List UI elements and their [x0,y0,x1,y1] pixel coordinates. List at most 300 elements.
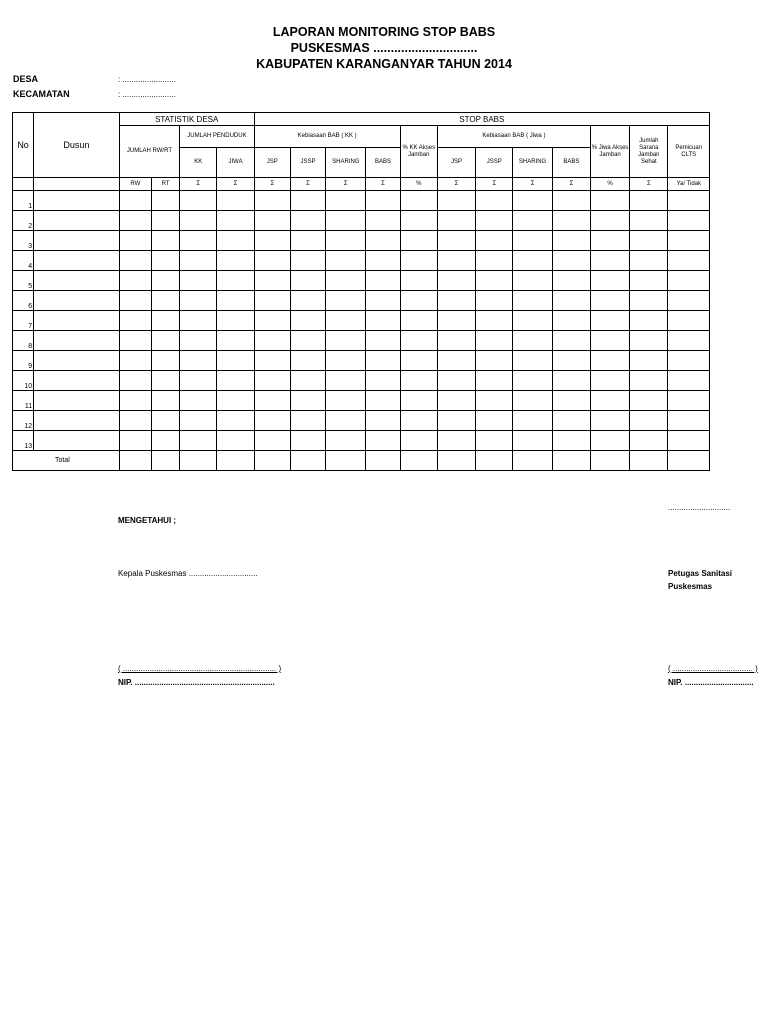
data-cell[interactable] [34,331,120,351]
data-cell[interactable] [290,231,325,251]
petugas-sanitasi-label: Petugas Sanitasi [668,569,733,578]
header-kebiasaan-jiwa: Kebiasaan BAB ( Jiwa ) [437,126,590,148]
data-cell[interactable] [437,411,475,431]
header-pemicuan: Pemicuan CLTS [668,126,710,178]
unit-sigma: Σ [513,178,552,191]
mengetahui-label: MENGETAHUI ; [118,516,177,525]
data-cell[interactable] [366,291,400,311]
data-cell[interactable] [217,431,254,451]
row-number: 9 [13,351,34,371]
data-cell[interactable] [180,351,217,371]
data-cell[interactable] [151,351,179,371]
row-number: 11 [13,391,34,411]
data-cell[interactable] [119,391,151,411]
row-number: 5 [13,271,34,291]
row-number: 6 [13,291,34,311]
data-cell[interactable] [119,251,151,271]
data-cell[interactable] [290,291,325,311]
row-number: 3 [13,231,34,251]
data-cell[interactable] [400,311,437,331]
data-cell[interactable] [590,231,629,251]
data-cell[interactable] [326,191,366,211]
data-cell[interactable] [34,311,120,331]
data-cell[interactable] [180,411,217,431]
unit-sigma: Σ [290,178,325,191]
total-cell[interactable] [552,451,590,471]
kepala-puskesmas-label: Kepala Puskesmas ............................... [118,569,258,578]
data-cell[interactable] [552,391,590,411]
data-cell[interactable] [180,371,217,391]
subheader-kk: KK [180,148,217,178]
data-cell[interactable] [552,211,590,231]
data-cell[interactable] [630,231,668,251]
data-cell[interactable] [476,311,513,331]
kepala-nip: NIP. ............................................................... [118,678,275,687]
data-cell[interactable] [552,271,590,291]
data-cell[interactable] [34,411,120,431]
data-cell[interactable] [476,331,513,351]
data-cell[interactable] [552,331,590,351]
data-cell[interactable] [513,191,552,211]
data-cell[interactable] [437,391,475,411]
total-cell[interactable] [290,451,325,471]
header-kebiasaan-kk: Kebiasaan BAB ( KK ) [254,126,400,148]
data-cell[interactable] [366,271,400,291]
data-cell[interactable] [400,211,437,231]
data-cell[interactable] [590,411,629,431]
data-cell[interactable] [254,431,290,451]
data-cell[interactable] [513,211,552,231]
data-cell[interactable] [34,211,120,231]
data-cell[interactable] [366,331,400,351]
data-cell[interactable] [254,211,290,231]
data-cell[interactable] [590,391,629,411]
data-cell[interactable] [119,231,151,251]
data-cell[interactable] [630,251,668,271]
data-cell[interactable] [400,251,437,271]
header-dusun: Dusun [34,113,120,178]
total-cell[interactable] [437,451,475,471]
data-cell[interactable] [437,191,475,211]
data-cell[interactable] [119,331,151,351]
total-cell[interactable] [180,451,217,471]
header-jumlah-penduduk: JUMLAH PENDUDUK [180,126,255,148]
data-cell[interactable] [254,371,290,391]
data-cell[interactable] [476,251,513,271]
data-cell[interactable] [119,411,151,431]
total-cell[interactable] [668,451,710,471]
data-cell[interactable] [437,251,475,271]
total-cell[interactable] [513,451,552,471]
data-cell[interactable] [590,191,629,211]
total-cell[interactable] [400,451,437,471]
data-cell[interactable] [151,411,179,431]
data-cell[interactable] [366,431,400,451]
data-cell[interactable] [668,311,710,331]
header-stop-babs: STOP BABS [254,113,709,126]
data-cell[interactable] [476,291,513,311]
data-cell[interactable] [668,391,710,411]
total-cell[interactable] [326,451,366,471]
data-cell[interactable] [326,431,366,451]
data-cell[interactable] [119,191,151,211]
data-cell[interactable] [366,391,400,411]
data-cell[interactable] [326,211,366,231]
unit-dusun [34,178,120,191]
unit-sigma: Σ [630,178,668,191]
data-cell[interactable] [151,391,179,411]
data-cell[interactable] [437,211,475,231]
unit-sigma: Σ [366,178,400,191]
data-cell[interactable] [119,431,151,451]
data-cell[interactable] [437,331,475,351]
data-cell[interactable] [151,251,179,271]
data-cell[interactable] [513,251,552,271]
row-number: 8 [13,331,34,351]
data-cell[interactable] [119,211,151,231]
total-cell[interactable] [254,451,290,471]
data-cell[interactable] [34,371,120,391]
data-cell[interactable] [437,291,475,311]
data-cell[interactable] [180,291,217,311]
data-cell[interactable] [326,411,366,431]
data-cell[interactable] [590,291,629,311]
unit-sigma: Σ [254,178,290,191]
data-cell[interactable] [217,231,254,251]
data-cell[interactable] [366,251,400,271]
data-cell[interactable] [668,211,710,231]
data-cell[interactable] [119,371,151,391]
row-number: 10 [13,371,34,391]
data-cell[interactable] [254,251,290,271]
data-cell[interactable] [326,351,366,371]
data-cell[interactable] [400,431,437,451]
data-cell[interactable] [180,311,217,331]
table-row [13,431,710,451]
data-cell[interactable] [119,351,151,371]
data-cell[interactable] [217,331,254,351]
table-row [13,251,710,271]
data-cell[interactable] [668,351,710,371]
data-cell[interactable] [290,411,325,431]
header-pct-jiwa: % Jiwa Akses Jamban [590,126,629,178]
total-cell[interactable] [151,451,179,471]
data-cell[interactable] [34,251,120,271]
data-cell[interactable] [119,271,151,291]
table-row [13,391,710,411]
data-cell[interactable] [476,351,513,371]
data-cell[interactable] [326,311,366,331]
report-title: LAPORAN MONITORING STOP BABS [272,25,496,39]
petugas-puskesmas-label: Puskesmas [668,582,713,591]
data-cell[interactable] [290,351,325,371]
data-cell[interactable] [326,331,366,351]
petugas-nip: NIP. ............................... [668,678,754,687]
data-cell[interactable] [34,231,120,251]
data-cell[interactable] [254,271,290,291]
data-cell[interactable] [217,351,254,371]
data-cell[interactable] [290,431,325,451]
data-cell[interactable] [476,371,513,391]
data-cell[interactable] [254,291,290,311]
data-cell[interactable] [590,271,629,291]
data-cell[interactable] [630,271,668,291]
data-cell[interactable] [151,431,179,451]
table-row [13,231,710,251]
data-cell[interactable] [630,391,668,411]
data-cell[interactable] [476,411,513,431]
row-number: 12 [13,411,34,431]
data-cell[interactable] [437,351,475,371]
data-cell[interactable] [630,291,668,311]
data-cell[interactable] [180,431,217,451]
data-cell[interactable] [630,191,668,211]
header-pct-kk: % KK Akses Jamban [400,126,437,178]
total-cell[interactable] [217,451,254,471]
data-cell[interactable] [668,251,710,271]
data-cell[interactable] [151,331,179,351]
data-cell[interactable] [290,191,325,211]
data-cell[interactable] [34,291,120,311]
total-cell[interactable] [366,451,400,471]
data-cell[interactable] [290,331,325,351]
table-row [13,411,710,431]
data-cell[interactable] [254,411,290,431]
header-jumlah-rwrt: JUMLAH RW/RT [119,126,179,178]
data-cell[interactable] [630,351,668,371]
data-cell[interactable] [151,271,179,291]
data-cell[interactable] [290,251,325,271]
data-cell[interactable] [217,211,254,231]
unit-sigma: Σ [437,178,475,191]
subheader-sharing-jiwa: SHARING [513,148,552,178]
data-cell[interactable] [151,211,179,231]
data-cell[interactable] [254,331,290,351]
data-cell[interactable] [326,251,366,271]
data-cell[interactable] [552,191,590,211]
data-cell[interactable] [552,251,590,271]
data-cell[interactable] [590,211,629,231]
unit-sigma: Σ [552,178,590,191]
data-cell[interactable] [400,411,437,431]
data-cell[interactable] [180,331,217,351]
data-cell[interactable] [513,371,552,391]
data-cell[interactable] [630,371,668,391]
data-cell[interactable] [400,191,437,211]
data-cell[interactable] [630,311,668,331]
data-cell[interactable] [151,371,179,391]
data-cell[interactable] [180,211,217,231]
data-cell[interactable] [326,291,366,311]
data-cell[interactable] [630,331,668,351]
data-cell[interactable] [290,211,325,231]
table-row [13,311,710,331]
data-cell[interactable] [254,391,290,411]
total-label: Total [13,451,120,471]
table-row [13,211,710,231]
data-cell[interactable] [668,371,710,391]
data-cell[interactable] [34,351,120,371]
data-cell[interactable] [552,371,590,391]
data-cell[interactable] [513,291,552,311]
data-cell[interactable] [590,331,629,351]
data-cell[interactable] [590,371,629,391]
data-cell[interactable] [552,431,590,451]
data-cell[interactable] [34,391,120,411]
kecamatan-value: : ........................ [118,90,176,99]
date-line: ............................ [668,503,731,512]
data-cell[interactable] [290,311,325,331]
data-cell[interactable] [326,391,366,411]
data-cell[interactable] [254,351,290,371]
unit-rw: RW [119,178,151,191]
data-cell[interactable] [290,391,325,411]
total-cell[interactable] [590,451,629,471]
header-no: No [13,113,34,178]
data-cell[interactable] [366,411,400,431]
data-cell[interactable] [513,411,552,431]
data-cell[interactable] [326,371,366,391]
data-cell[interactable] [552,351,590,371]
data-cell[interactable] [552,291,590,311]
unit-no [13,178,34,191]
unit-pct: % [400,178,437,191]
data-cell[interactable] [552,411,590,431]
data-cell[interactable] [217,291,254,311]
data-cell[interactable] [513,431,552,451]
kecamatan-label: KECAMATAN [13,89,70,99]
subheader-jiwa: JIWA [217,148,254,178]
data-cell[interactable] [180,231,217,251]
table-row [13,371,710,391]
data-cell[interactable] [590,351,629,371]
data-cell[interactable] [180,191,217,211]
data-cell[interactable] [630,431,668,451]
data-cell[interactable] [366,351,400,371]
data-cell[interactable] [630,211,668,231]
data-cell[interactable] [151,231,179,251]
total-cell[interactable] [476,451,513,471]
data-cell[interactable] [668,411,710,431]
data-cell[interactable] [400,351,437,371]
data-cell[interactable] [400,291,437,311]
unit-sigma: Σ [476,178,513,191]
data-cell[interactable] [437,271,475,291]
data-cell[interactable] [217,391,254,411]
data-cell[interactable] [630,411,668,431]
total-cell[interactable] [630,451,668,471]
data-cell[interactable] [400,271,437,291]
data-cell[interactable] [513,351,552,371]
data-cell[interactable] [437,431,475,451]
data-cell[interactable] [180,251,217,271]
table-row [13,291,710,311]
total-cell[interactable] [119,451,151,471]
data-cell[interactable] [34,271,120,291]
data-cell[interactable] [34,431,120,451]
data-cell[interactable] [513,231,552,251]
data-cell[interactable] [400,391,437,411]
data-cell[interactable] [326,231,366,251]
subheader-jssp-jiwa: JSSP [476,148,513,178]
data-cell[interactable] [668,231,710,251]
data-cell[interactable] [366,211,400,231]
data-cell[interactable] [290,271,325,291]
data-cell[interactable] [400,231,437,251]
data-cell[interactable] [513,391,552,411]
data-cell[interactable] [552,311,590,331]
data-cell[interactable] [437,311,475,331]
data-cell[interactable] [34,191,120,211]
data-cell[interactable] [326,271,366,291]
data-cell[interactable] [151,291,179,311]
data-cell[interactable] [552,231,590,251]
data-cell[interactable] [119,311,151,331]
table-row [13,351,710,371]
data-cell[interactable] [668,191,710,211]
data-cell[interactable] [590,251,629,271]
data-cell[interactable] [119,291,151,311]
data-cell[interactable] [437,231,475,251]
data-cell[interactable] [513,271,552,291]
data-cell[interactable] [254,311,290,331]
data-cell[interactable] [290,371,325,391]
data-cell[interactable] [668,431,710,451]
data-cell[interactable] [180,391,217,411]
data-cell[interactable] [513,331,552,351]
data-cell[interactable] [151,191,179,211]
data-cell[interactable] [590,431,629,451]
desa-label: DESA [13,74,39,84]
data-cell[interactable] [590,311,629,331]
subheader-jsp-kk: JSP [254,148,290,178]
data-cell[interactable] [476,391,513,411]
row-number: 2 [13,211,34,231]
data-cell[interactable] [437,371,475,391]
data-cell[interactable] [400,371,437,391]
data-cell[interactable] [366,371,400,391]
petugas-name-line: ( .................................... ) [668,664,758,673]
kepala-name-line: ( ..................................................................... ) [118,664,282,673]
data-cell[interactable] [366,191,400,211]
data-cell[interactable] [366,311,400,331]
data-cell[interactable] [217,271,254,291]
data-cell[interactable] [254,231,290,251]
data-cell[interactable] [254,191,290,211]
data-cell[interactable] [180,271,217,291]
data-cell[interactable] [476,431,513,451]
data-cell[interactable] [217,251,254,271]
data-cell[interactable] [217,411,254,431]
data-cell[interactable] [217,371,254,391]
data-cell[interactable] [217,311,254,331]
data-cell[interactable] [668,291,710,311]
data-cell[interactable] [668,271,710,291]
data-cell[interactable] [400,331,437,351]
data-cell[interactable] [476,271,513,291]
data-cell[interactable] [476,231,513,251]
data-cell[interactable] [476,211,513,231]
subheader-jssp-kk: JSSP [290,148,325,178]
unit-sigma: Σ [326,178,366,191]
data-cell[interactable] [217,191,254,211]
data-cell[interactable] [476,191,513,211]
data-cell[interactable] [668,331,710,351]
data-cell[interactable] [151,311,179,331]
data-cell[interactable] [513,311,552,331]
row-number: 1 [13,191,34,211]
data-cell[interactable] [366,231,400,251]
